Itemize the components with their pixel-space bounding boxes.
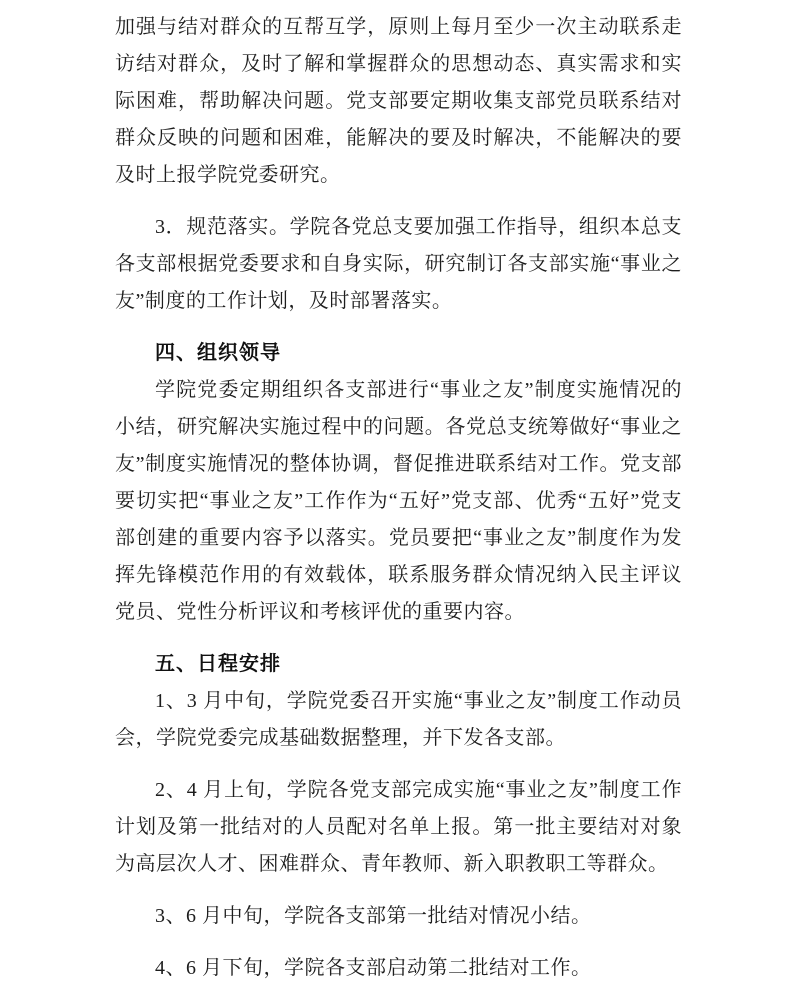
paragraph-schedule-item-2-april: 2、4 月上旬，学院各党支部完成实施“事业之友”制度工作计划及第一批结对的人员配对名单上报。第一批主要结对对象为高层次人才、困难群众、青年教师、新入职教职工等群众。	[115, 779, 682, 875]
section-heading-organization-leadership: 四、组织领导	[155, 342, 281, 364]
paragraph-schedule-item-1-march: 1、3 月中旬，学院党委召开实施“事业之友”制度工作动员会，学院党委完成基础数据整理，并下发各支部。	[115, 690, 682, 749]
paragraph-schedule-item-4-june-late: 4、6 月下旬，学院各支部启动第二批结对工作。	[155, 957, 592, 979]
paragraph-continuation-help-learn: 加强与结对群众的互帮互学，原则上每月至少一次主动联系走访结对群众，及时了解和掌握群众的思想动态、真实需求和实际困难，帮助解决问题。党支部要定期收集支部党员联系结对群众反映的问题和困难，能解决的要及时解决，不能解决的要及时上报学院党委研究。	[115, 16, 682, 186]
paragraph-organization-leadership-body: 学院党委定期组织各支部进行“事业之友”制度实施情况的小结，研究解决实施过程中的问题。各党总支统筹做好“事业之友”制度实施情况的整体协调，督促推进联系结对工作。党支部要切实把“事业之友”工作作为“五好”党支部、优秀“五好”党支部创建的重要内容予以落实。党员要把“事业之友”制度作为发挥先锋模范作用的有效载体，联系服务群众情况纳入民主评议党员、党性分析评议和考核评优的重要内容。	[115, 379, 682, 623]
section-heading-schedule: 五、日程安排	[155, 653, 281, 675]
paragraph-item-3-standardize-implementation: 3．规范落实。学院各党总支要加强工作指导，组织本总支各支部根据党委要求和自身实际，研究制订各支部实施“事业之友”制度的工作计划，及时部署落实。	[115, 216, 682, 312]
paragraph-schedule-item-3-june-mid: 3、6 月中旬，学院各支部第一批结对情况小结。	[155, 905, 592, 927]
